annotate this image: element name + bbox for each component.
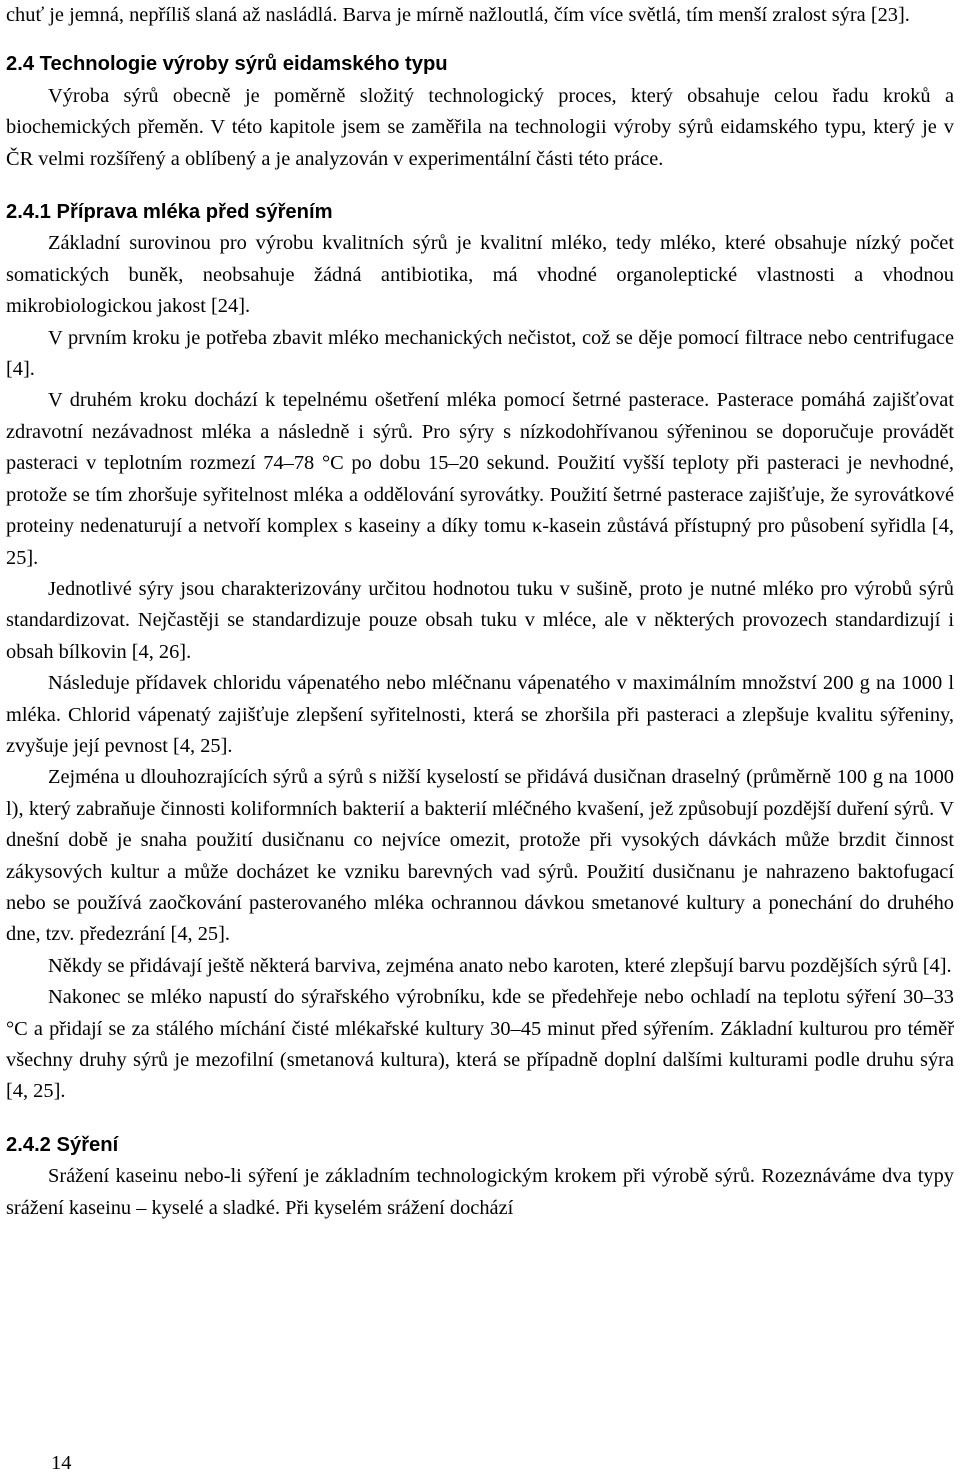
paragraph-cultures: Nakonec se mléko napustí do sýrařského výrobníku, kde se předehřeje nebo ochladí na teplotu sýření 30–33 °C a přidají se za stálého míchání čisté mlékařské kultury 30–45 minut před sýřením. Základní kulturou pro téměř všechny druhy sýrů je mezofilní (smetanová kultura), která se případně doplní dalšími kulturami podle druhu sýra [4, 25]. <box>6 986 954 1103</box>
paragraph-milk-quality: Základní surovinou pro výrobu kvalitních sýrů je kvalitní mléko, tedy mléko, které obsahuje nízký počet somatických buněk, neobsahuje žádná antibiotika, má vhodné organoleptické vlastnosti a vhodnou mikrobiologickou jakost [24]. <box>6 232 954 318</box>
paragraph-pasteurization: V druhém kroku dochází k tepelnému ošetření mléka pomocí šetrné pasterace. Pasterace pomáhá zajišťovat zdravotní nezávadnost mléka a následně i sýrů. Pro sýry s nízkodohřívanou sýřeninou se doporučuje provádět pasteraci v teplotním rozmezí 74–78 °C po dobu 15–20 sekund. Použití vyšší teploty při pasteraci je nevhodné, protože se tím zhoršuje syřitelnost mléka a oddělování syrovátky. Použití šetrné pasterace zajišťuje, že syrovátkové proteiny nedenaturují a netvoří komplex s kaseiny a díky tomu κ-kasein zůstává přístupný pro působení syřidla [4, 25]. <box>6 389 954 569</box>
paragraph-curdling: Srážení kaseinu nebo-li sýření je základním technologickým krokem při výrobě sýrů. Rozeznáváme dva typy srážení kaseinu – kyselé a sladké. Při kyselém srážení dochází <box>6 1165 954 1219</box>
paragraph-standardization: Jednotlivé sýry jsou charakterizovány určitou hodnotou tuku v sušině, proto je nutné mléko pro výrobů sýrů standardizovat. Nejčastěji se standardizuje pouze obsah tuku v mléce, ale v některých provozech standardizují i obsah bílkovin [4, 26]. <box>6 577 954 663</box>
document-page <box>6 0 954 1224</box>
subsection-heading-2-4-2: 2.4.2 Sýření <box>6 1133 119 1156</box>
paragraph-continuation: chuť je jemná, nepříliš slaná až nasládlá. Barva je mírně nažloutlá, čím více světlá, tím menší zralost sýra [23]. <box>6 4 910 26</box>
section-heading-2-4: 2.4 Technologie výroby sýrů eidamského typu <box>6 53 448 76</box>
subsection-heading-2-4-1: 2.4.1 Příprava mléka před sýřením <box>6 201 333 224</box>
page-number: 14 <box>51 1452 72 1474</box>
paragraph-potassium-nitrate: Zejména u dlouhozrajících sýrů a sýrů s nižší kyselostí se přidává dusičnan draselný (průměrně 100 g na 1000 l), který zabraňuje činnosti koliformních bakterií a bakterií mléčného kvašení, jež způsobují pozdější duření sýrů. V dnešní době je snaha použití dusičnanu co nejvíce omezit, protože při vysokých dávkách může brzdit činnost zákysových kultur a může docházet ke vzniku barevných vad sýrů. Použití dusičnanu je nahrazeno baktofugací nebo se používá zaočkování pasterovaného mléka ochrannou dávkou smetanové kultury a ponechání do druhého dne, tzv. předezrání [4, 25]. <box>6 766 954 946</box>
paragraph-calcium-chloride: Následuje přídavek chloridu vápenatého nebo mléčnanu vápenatého v maximálním množství 200 g na 1000 l mléka. Chlorid vápenatý zajišťuje zlepšení syřitelnosti, která se zhoršila při pasteraci a zlepšuje kvalitu sýřeniny, zvyšuje její pevnost [4, 25]. <box>6 672 954 757</box>
paragraph-intro: Výroba sýrů obecně je poměrně složitý technologický proces, který obsahuje celou řadu kroků a biochemických přeměn. V této kapitole jsem se zaměřila na technologii výroby sýrů eidamského typu, který je v ČR velmi rozšířený a oblíbený a je analyzován v experimentální části této práce. <box>6 84 954 170</box>
paragraph-filtration: V prvním kroku je potřeba zbavit mléko mechanických nečistot, což se děje pomocí filtrace nebo centrifugace [4]. <box>6 326 954 381</box>
paragraph-colorants: Někdy se přidávají ještě některá barviva, zejména anato nebo karoten, které zlepšují barvu pozdějších sýrů [4]. <box>48 954 952 977</box>
